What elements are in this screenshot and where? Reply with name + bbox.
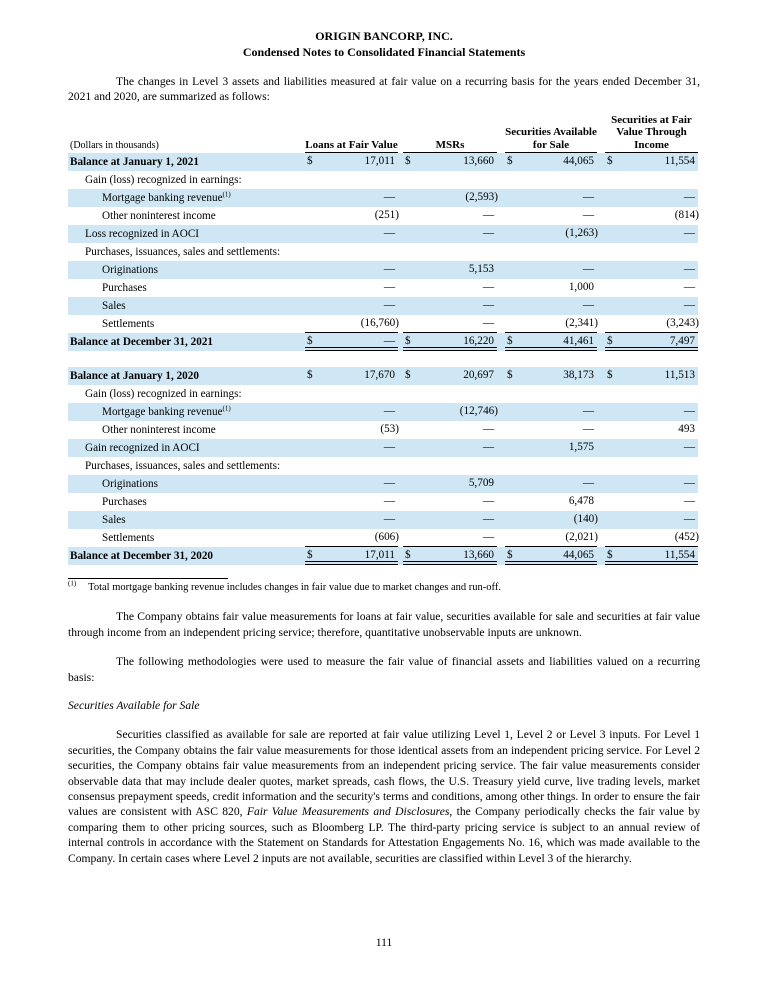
cell-value: (2,021) [565, 531, 598, 544]
table-row [68, 529, 698, 547]
table-row [68, 225, 698, 243]
table-row [68, 153, 698, 171]
value-cell [505, 225, 605, 243]
dollar-sign: $ [607, 335, 613, 348]
cell-value: — [383, 441, 395, 454]
value-cell [505, 207, 605, 225]
row-label: Gain (loss) recognized in earnings: [85, 174, 242, 187]
units-label-cell [68, 114, 305, 154]
section-heading-securities-available-for-sale: Securities Available for Sale [68, 698, 200, 712]
cell-value: — [482, 281, 494, 294]
column-header-securities-fv-income-cell [605, 114, 698, 154]
value-cell [305, 153, 403, 171]
cell-value: 11,554 [664, 549, 695, 562]
value-cell [305, 279, 403, 297]
cell-value: 6,478 [568, 495, 594, 508]
cell-value: (1,263) [565, 227, 598, 240]
cell-value: — [383, 335, 395, 348]
value-cell [305, 367, 403, 385]
table-row [68, 333, 698, 351]
cell-value: — [582, 263, 594, 276]
cell-value: (53) [380, 423, 399, 436]
value-cell [403, 439, 505, 457]
value-cell [403, 279, 505, 297]
row-label: Other noninterest income [102, 210, 216, 223]
value-cell [305, 207, 403, 225]
value-cell [403, 333, 505, 351]
row-label: Gain (loss) recognized in earnings: [85, 388, 242, 401]
table-row [68, 189, 698, 207]
securities-afs-text-after: , the Company periodically checks the fair value by comparing them to other pricing sources, such as Bloomberg LP. The third-party pricing service is subject to an annual review of internal controls in accordance with the Statement on Standards for Attestation Engagements No. 16, which was made available to the Company. In certain cases where Level 2 inputs are not available, securities are classified within Level 3 of the hierarchy. [68, 805, 700, 865]
units-label: (Dollars in thousands) [70, 140, 159, 152]
value-cell [305, 333, 403, 351]
row-label: Purchases [102, 496, 147, 509]
value-cell [605, 315, 698, 333]
value-cell [505, 511, 605, 529]
row-label: Purchases, issuances, sales and settlements: [85, 246, 281, 259]
footnote-reference: (1) [222, 190, 231, 199]
methodologies-paragraph: The following methodologies were used to measure the fair value of financial assets and liabilities valued on a recurring basis: [68, 655, 700, 684]
footnote-divider [68, 578, 228, 579]
value-cell [505, 421, 605, 439]
value-cell [605, 297, 698, 315]
row-label: Sales [68, 297, 305, 315]
value-cell [305, 403, 403, 421]
table-row [68, 279, 698, 297]
value-cell [403, 315, 505, 333]
footnote-text: Total mortgage banking revenue includes changes in fair value due to market changes and run-off. [88, 582, 501, 594]
value-cell [305, 261, 403, 279]
cell-value: 1,575 [568, 441, 594, 454]
dollar-sign: $ [307, 335, 313, 348]
value-cell [305, 529, 403, 547]
value-cell [403, 475, 505, 493]
value-cell [605, 493, 698, 511]
value-cell [403, 493, 505, 511]
dollar-sign: $ [507, 549, 513, 562]
value-cell [403, 367, 505, 385]
value-cell [505, 297, 605, 315]
value-cell [403, 421, 505, 439]
cell-value: — [383, 299, 395, 312]
row-label: Originations [68, 475, 305, 493]
cell-value: 41,461 [563, 335, 594, 348]
value-cell [305, 475, 403, 493]
value-cell [505, 493, 605, 511]
cell-value: 13,660 [463, 155, 494, 168]
cell-value: 17,670 [364, 369, 395, 382]
dollar-sign: $ [405, 549, 411, 562]
value-cell [305, 315, 403, 333]
value-cell [305, 439, 403, 457]
row-label: Purchases, issuances, sales and settlements: [85, 460, 281, 473]
table-row [68, 439, 698, 457]
value-cell [505, 457, 605, 475]
value-cell [305, 297, 403, 315]
table-row [68, 421, 698, 439]
cell-value: — [383, 227, 395, 240]
table-row [68, 315, 698, 333]
cell-value: — [482, 227, 494, 240]
value-cell [605, 547, 698, 565]
column-header-loans-at-fair-value: Loans at Fair Value [305, 139, 398, 154]
value-cell [605, 529, 698, 547]
value-cell [403, 243, 505, 261]
value-cell [403, 189, 505, 207]
value-cell [305, 189, 403, 207]
cell-value: — [683, 227, 695, 240]
row-label: Purchases [102, 282, 147, 295]
pricing-service-paragraph: The Company obtains fair value measurements for loans at fair value, securities available for sale and securities at fair value through income from an independent pricing service; therefore, quantitative unobservable inputs are unknown. [68, 610, 700, 639]
dollar-sign: $ [307, 369, 313, 382]
value-cell [403, 385, 505, 403]
cell-value: — [582, 423, 594, 436]
cell-value: — [383, 281, 395, 294]
dollar-sign: $ [405, 155, 411, 168]
column-header-msrs: MSRs [403, 139, 497, 154]
table-row [68, 511, 698, 529]
cell-value: (2,341) [565, 317, 598, 330]
row-label: Gain recognized in AOCI [68, 439, 305, 457]
cell-value: 38,173 [563, 369, 594, 382]
cell-value: 20,697 [463, 369, 494, 382]
cell-value: — [582, 209, 594, 222]
value-cell [305, 171, 403, 189]
cell-value: 17,011 [364, 549, 395, 562]
value-cell [605, 189, 698, 207]
cell-value: — [683, 281, 695, 294]
value-cell [605, 225, 698, 243]
securities-afs-paragraph [68, 727, 700, 866]
value-cell [403, 529, 505, 547]
footnote [68, 581, 700, 595]
table-row [68, 385, 698, 403]
table-row [68, 547, 698, 565]
value-cell [505, 153, 605, 171]
cell-value: — [383, 191, 395, 204]
column-header-loans-cell [305, 114, 403, 154]
value-cell [505, 475, 605, 493]
table-row [68, 457, 698, 475]
value-cell [505, 333, 605, 351]
securities-afs-text-before: Securities classified as available for sale are reported at fair value utilizing Level 1, Level 2 or Level 3 inputs. For Level 1 securities, the Company obtains the fair value measurements for those identical assets from an independent pricing service. For Level 2 securities, the Company obtains fair value measurements from an independent pricing service. The fair value measurements consider observable data that may include dealer quotes, market spreads, cash flows, the U.S. Treasury yield curve, live trading levels, market consensus prepayment speeds, credit information and the security's terms and conditions, among other things. In order to ensure the fair values are consistent with ASC 820, [68, 728, 700, 819]
dollar-sign: $ [405, 369, 411, 382]
table-row [68, 207, 698, 225]
value-cell [403, 457, 505, 475]
cell-value: (12,746) [459, 405, 498, 418]
cell-value: — [683, 477, 695, 490]
value-cell [605, 403, 698, 421]
row-label: Loss recognized in AOCI [68, 225, 305, 243]
cell-value: — [683, 191, 695, 204]
cell-value: (16,760) [360, 317, 399, 330]
cell-value: 7,497 [669, 335, 695, 348]
value-cell [305, 243, 403, 261]
intro-paragraph: The changes in Level 3 assets and liabilities measured at fair value on a recurring basis for the years ended December 31, 2021 and 2020, are summarized as follows: [68, 75, 700, 104]
cell-value: — [683, 495, 695, 508]
cell-value: — [683, 405, 695, 418]
column-header-msrs-cell [403, 114, 505, 154]
value-cell [505, 279, 605, 297]
value-cell [605, 171, 698, 189]
value-cell [403, 207, 505, 225]
value-cell [403, 403, 505, 421]
cell-value: — [482, 317, 494, 330]
cell-value: — [683, 441, 695, 454]
cell-value: (140) [573, 513, 598, 526]
value-cell [505, 403, 605, 421]
value-cell [403, 297, 505, 315]
cell-value: (2,593) [465, 191, 498, 204]
cell-value: 13,660 [463, 549, 494, 562]
table-header-row [68, 114, 698, 154]
fair-value-rollforward-table [68, 114, 698, 566]
cell-value: — [683, 299, 695, 312]
footnote-marker: (1) [68, 579, 77, 588]
row-label: Sales [68, 511, 305, 529]
cell-value: — [683, 263, 695, 276]
value-cell [605, 279, 698, 297]
document-subtitle: Condensed Notes to Consolidated Financial Statements [242, 45, 526, 59]
value-cell [505, 547, 605, 565]
cell-value: — [482, 513, 494, 526]
dollar-sign: $ [507, 155, 513, 168]
row-label: Settlements [102, 318, 155, 331]
value-cell [605, 475, 698, 493]
table-spacer-row [68, 351, 698, 367]
cell-value: — [482, 441, 494, 454]
table-row [68, 403, 698, 421]
value-cell [305, 511, 403, 529]
cell-value: 44,065 [563, 155, 594, 168]
cell-value: — [582, 477, 594, 490]
cell-value: — [383, 495, 395, 508]
value-cell [305, 457, 403, 475]
value-cell [605, 333, 698, 351]
dollar-sign: $ [405, 335, 411, 348]
value-cell [505, 243, 605, 261]
cell-value: 16,220 [463, 335, 494, 348]
value-cell [305, 421, 403, 439]
cell-value: (251) [374, 209, 399, 222]
column-header-securities-available-for-sale: Securities Available for Sale [505, 126, 597, 153]
spacer-cell [68, 351, 698, 367]
value-cell [505, 385, 605, 403]
dollar-sign: $ [507, 369, 513, 382]
value-cell [305, 547, 403, 565]
company-title: ORIGIN BANCORP, INC. [315, 29, 453, 43]
row-label: Mortgage banking revenue$^{(1)}$ [68, 403, 305, 421]
row-label: Balance at January 1, 2020 [68, 367, 305, 385]
cell-value: — [482, 423, 494, 436]
value-cell [505, 367, 605, 385]
value-cell [605, 367, 698, 385]
row-label: Other noninterest income [102, 424, 216, 437]
footnote-reference: (1) [222, 404, 231, 413]
fair-value-table-body [68, 153, 698, 565]
value-cell [505, 529, 605, 547]
value-cell [605, 511, 698, 529]
table-row [68, 171, 698, 189]
table-row [68, 475, 698, 493]
cell-value: — [383, 405, 395, 418]
value-cell [305, 225, 403, 243]
value-cell [605, 421, 698, 439]
value-cell [605, 385, 698, 403]
value-cell [403, 225, 505, 243]
column-header-securities-fair-value-income: Securities at Fair Value Through Income [605, 114, 698, 154]
cell-value: 17,011 [364, 155, 395, 168]
row-label: Originations [68, 261, 305, 279]
row-label: Balance at January 1, 2021 [68, 153, 305, 171]
table-row [68, 243, 698, 261]
row-label: Balance at December 31, 2021 [68, 333, 305, 351]
value-cell [505, 315, 605, 333]
cell-value: 5,709 [468, 477, 494, 490]
cell-value: 1,000 [568, 281, 594, 294]
cell-value: 5,153 [468, 263, 494, 276]
value-cell [605, 457, 698, 475]
cell-value: — [683, 513, 695, 526]
page-number: 111 [375, 936, 393, 949]
value-cell [605, 243, 698, 261]
cell-value: — [482, 531, 494, 544]
cell-value: (606) [374, 531, 399, 544]
value-cell [605, 207, 698, 225]
value-cell [305, 493, 403, 511]
value-cell [505, 189, 605, 207]
value-cell [403, 261, 505, 279]
cell-value: — [582, 299, 594, 312]
row-label: Balance at December 31, 2020 [68, 547, 305, 565]
row-label: Settlements [102, 532, 155, 545]
asc-820-reference: Fair Value Measurements and Disclosures [246, 805, 450, 819]
row-label: Mortgage banking revenue$^{(1)}$ [68, 189, 305, 207]
value-cell [403, 153, 505, 171]
cell-value: — [482, 209, 494, 222]
cell-value: 11,554 [664, 155, 695, 168]
value-cell [505, 261, 605, 279]
value-cell [403, 547, 505, 565]
table-row [68, 261, 698, 279]
dollar-sign: $ [607, 549, 613, 562]
value-cell [605, 153, 698, 171]
table-row [68, 493, 698, 511]
dollar-sign: $ [607, 369, 613, 382]
cell-value: — [482, 495, 494, 508]
table-row [68, 367, 698, 385]
value-cell [403, 511, 505, 529]
value-cell [403, 171, 505, 189]
cell-value: 493 [678, 423, 695, 436]
value-cell [305, 385, 403, 403]
cell-value: — [383, 263, 395, 276]
cell-value: 44,065 [563, 549, 594, 562]
value-cell [605, 261, 698, 279]
cell-value: — [383, 477, 395, 490]
cell-value: (3,243) [666, 317, 699, 330]
table-row [68, 297, 698, 315]
cell-value: — [582, 405, 594, 418]
cell-value: 11,513 [664, 369, 695, 382]
dollar-sign: $ [307, 549, 313, 562]
cell-value: (814) [674, 209, 699, 222]
value-cell [505, 439, 605, 457]
column-header-securities-afs-cell [505, 114, 605, 154]
dollar-sign: $ [607, 155, 613, 168]
cell-value: (452) [674, 531, 699, 544]
value-cell [605, 439, 698, 457]
cell-value: — [582, 191, 594, 204]
value-cell [505, 171, 605, 189]
cell-value: — [482, 299, 494, 312]
dollar-sign: $ [307, 155, 313, 168]
cell-value: — [383, 513, 395, 526]
dollar-sign: $ [507, 335, 513, 348]
